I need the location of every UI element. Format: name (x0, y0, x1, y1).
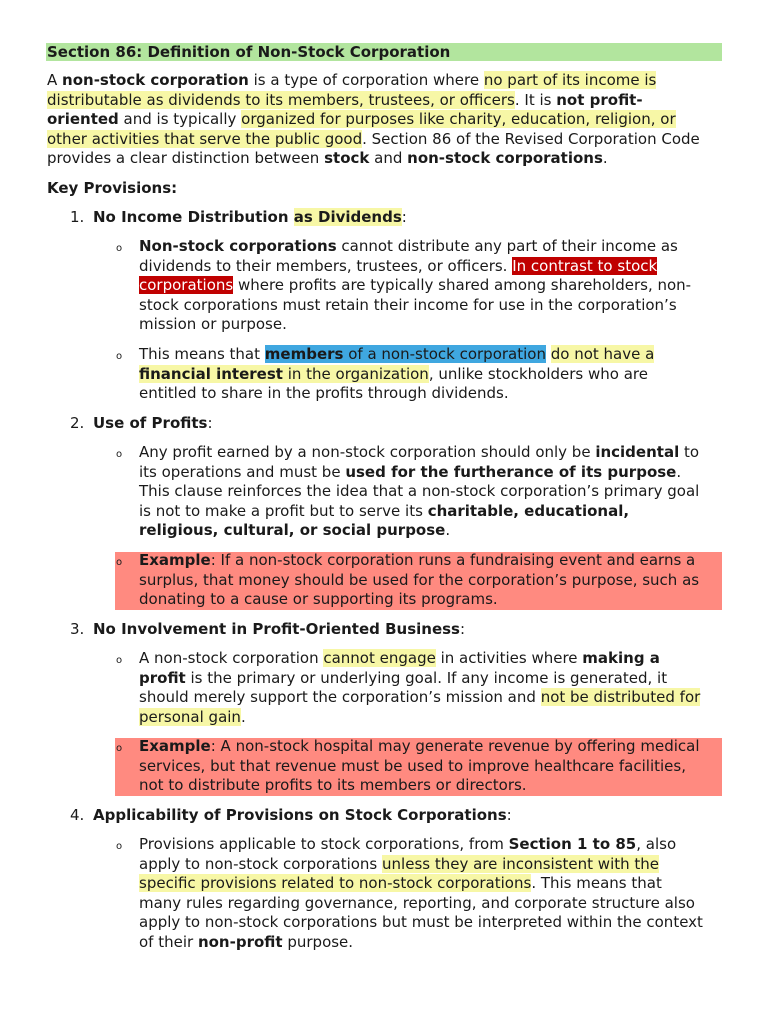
provision-3-bullet-1: A non-stock corporation cannot engage in activities where making a profit is the primary or underlying goal. If any income is generated, it should merely support the corporation’s mission and not be distributed for personal gain. (139, 649, 701, 726)
bullet-icon: o (116, 243, 123, 254)
provision-2-bullet-1: Any profit earned by a non-stock corporation should only be incidental to its operations and must be used for the furtherance of its purpose. This clause reinforces the idea that a non-stock corporation’s primary goal is not to make a profit but to serve its charitable, educational, religious, cultural, or social purpose. (139, 443, 700, 540)
bullet-icon: o (116, 841, 123, 852)
provision-1-bullet-2: This means that members of a non-stock corporation do not have a financial interest in the organization, unlike stockholders who are entitled to share in the profits through dividends. (139, 345, 655, 403)
provision-1-heading: No Income Distribution as Dividends: (93, 208, 407, 226)
provision-4-bullet-1: Provisions applicable to stock corporations, from Section 1 to 85, also apply to non-stock corporations unless they are inconsistent with the specific provisions related to non-stock corporations. This means that many rules regarding governance, reporting, and corporate structure also apply to non-stock corporations but must be interpreted within the context of their non-profit purpose. (139, 835, 703, 951)
provision-2-heading: Use of Profits: (93, 414, 213, 432)
bullet-icon: o (116, 449, 123, 460)
bullet-icon: o (116, 351, 123, 362)
bullet-icon: o (116, 557, 123, 568)
list-number-1: 1. (70, 208, 85, 226)
key-provisions-heading: Key Provisions: (47, 179, 178, 197)
bullet-icon: o (116, 655, 123, 666)
provision-3-heading: No Involvement in Profit-Oriented Business: (93, 620, 466, 638)
section-title: Section 86: Definition of Non-Stock Corporation (47, 43, 451, 61)
bullet-icon: o (116, 743, 123, 754)
provision-4-heading: Applicability of Provisions on Stock Corporations: (93, 806, 512, 824)
intro-paragraph: A non-stock corporation is a type of corporation where no part of its income is distributable as dividends to its members, trustees, or officers. It is not profit- oriented and is typically organized for purposes like charity, education, religion, or other activities that serve the public good. Section 86 of the Revised Corporation Code provides a clear distinction between stock and non-stock corporations. (47, 71, 700, 168)
list-number-3: 3. (70, 620, 85, 638)
list-number-4: 4. (70, 806, 85, 824)
list-number-2: 2. (70, 414, 85, 432)
provision-1-bullet-1: Non-stock corporations cannot distribute any part of their income as dividends to their members, trustees, or officers. In contrast to stock corporations where profits are typically shared among shareholders, non- stock corporations must retain their income for use in the corporation’s mission or purpose. (139, 237, 692, 334)
provision-3-example: Example: A non-stock hospital may generate revenue by offering medical services, but that revenue must be used to improve healthcare facilities, not to distribute profits to its members or directors. (139, 737, 700, 795)
provision-2-example: Example: If a non-stock corporation runs a fundraising event and earns a surplus, that money should be used for the corporation’s purpose, such as donating to a cause or supporting its programs. (139, 551, 700, 609)
